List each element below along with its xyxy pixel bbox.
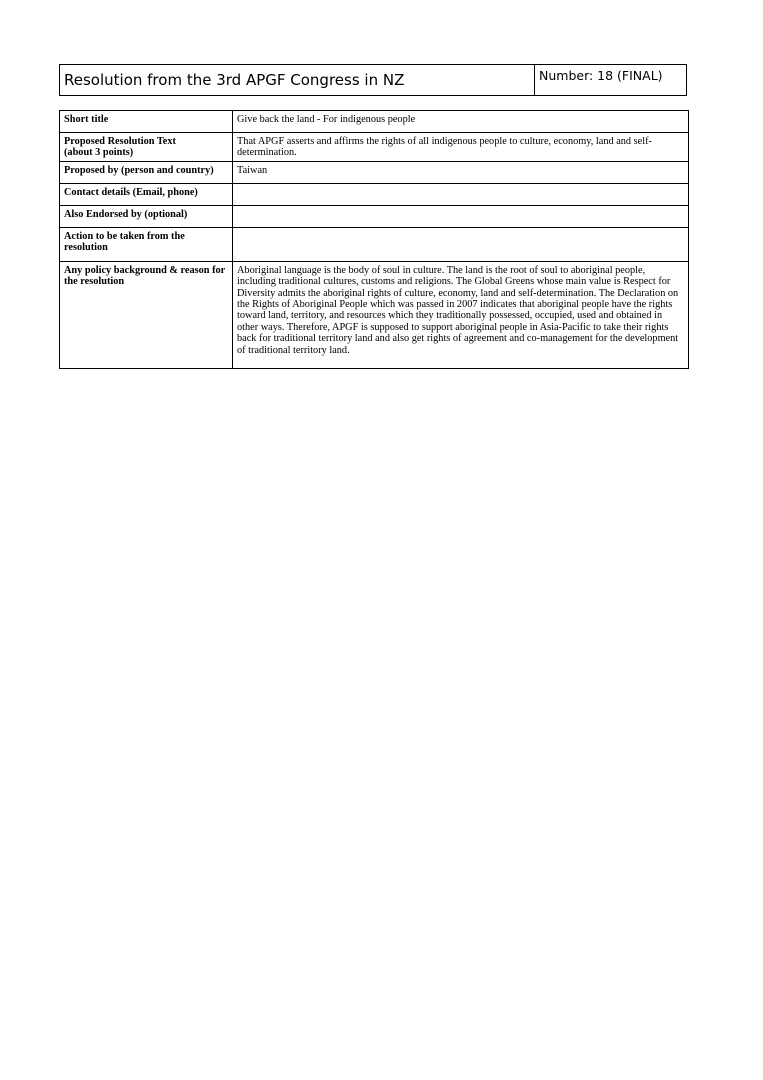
- policy-background-label: Any policy background & reason for the resolution: [60, 261, 233, 368]
- policy-background-value: Aboriginal language is the body of soul in culture. The land is the root of soul to aboriginal people, including traditional cultures, customs and religions. The Global Greens whose main value is Respect for Diversity admits the aboriginal rights of culture, economy, land and self-determination. The Declaration on the Rights of Aboriginal People which was passed in 2007 indicates that aboriginal people have the rights toward land, territory, and resources which they traditionally possessed, occupied, used and obtained in other ways. Therefore, APGF is supposed to support aboriginal people in Asia-Pacific to take their rights back for traditional territory land and also get rights of agreement and co-management for the development of traditional territory land.: [233, 261, 689, 368]
- table-row-action: [60, 227, 689, 261]
- table-row-short-title: [60, 111, 689, 133]
- table-row-contact-details: [60, 183, 689, 205]
- action-label: Action to be taken from the resolution: [60, 227, 233, 261]
- table-row-policy-background: [60, 261, 689, 368]
- short-title-label: Short title: [60, 111, 233, 133]
- table-row-endorsed-by: [60, 205, 689, 227]
- resolution-table: [59, 110, 689, 369]
- table-row-proposed-by: [60, 161, 689, 183]
- proposed-by-label: Proposed by (person and country): [60, 161, 233, 183]
- resolution-text-value: That APGF asserts and affirms the rights of all indigenous people to culture, economy, land and self-determination.: [233, 133, 689, 162]
- resolution-text-label: Proposed Resolution Text (about 3 points): [60, 133, 233, 162]
- action-value: [233, 227, 689, 261]
- page-title: Resolution from the 3rd APGF Congress in NZ: [60, 65, 535, 95]
- resolution-number: Number: 18 (FINAL): [539, 68, 663, 83]
- contact-details-label: Contact details (Email, phone): [60, 183, 233, 205]
- short-title-value: Give back the land - For indigenous people: [233, 111, 689, 133]
- endorsed-by-label: Also Endorsed by (optional): [60, 205, 233, 227]
- contact-details-value: [233, 183, 689, 205]
- table-row-resolution-text: [60, 133, 689, 162]
- proposed-by-value: Taiwan: [233, 161, 689, 183]
- endorsed-by-value: [233, 205, 689, 227]
- resolution-header: [59, 64, 687, 96]
